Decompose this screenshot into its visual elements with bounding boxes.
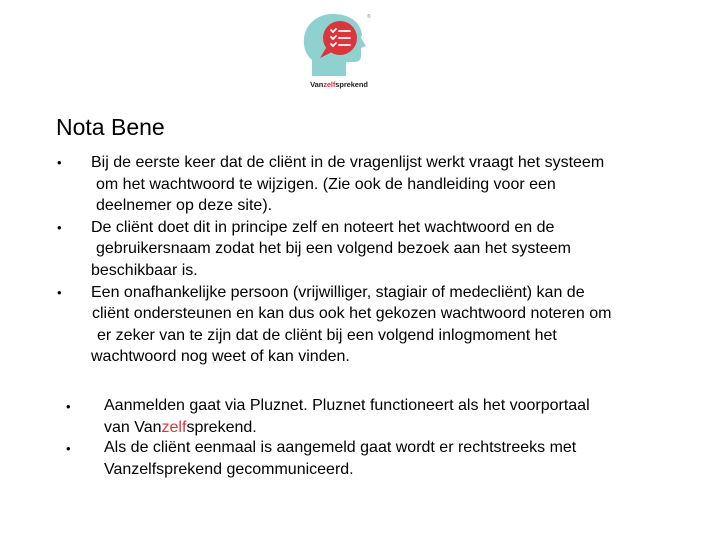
head-with-checklist-icon: [298, 10, 380, 80]
list-item-4-suffix: .: [252, 418, 257, 436]
list-item-3-line-4: wachtwoord nog weet of kan vinden.: [91, 348, 350, 366]
list-item-4-line-2: [104, 417, 257, 439]
bullet-2: •: [57, 220, 62, 235]
list-item-1-line-1: Bij de eerste keer dat de cliënt in de vragenlijst werkt vraagt het systeem: [91, 154, 605, 171]
brand-name-part1: Van: [134, 418, 162, 436]
list-item-5-line-1: Als de cliënt eenmaal is aangemeld gaat wordt er rechtstreeks met: [104, 439, 577, 456]
bullet-1: •: [57, 155, 62, 170]
logo-wordmark: [294, 80, 384, 89]
bullet-5: •: [66, 441, 71, 456]
brand-name-part3: sprekend: [186, 418, 253, 436]
list-item-2-line-3: beschikbaar is.: [91, 262, 198, 279]
list-item-4-prefix: van: [104, 418, 135, 436]
list-item-1-line-2: om het wachtwoord te wijzigen. (Zie ook de handleiding voor een: [96, 175, 556, 193]
brand-name-part2: zelf: [161, 418, 187, 436]
list-item-3-line-2: cliënt ondersteunen en kan dus ook het gekozen wachtwoord noteren om: [92, 305, 612, 323]
list-item-2-line-1: De cliënt doet dit in principe zelf en noteert het wachtwoord en de: [91, 218, 555, 236]
page-title: Nota Bene: [56, 114, 165, 140]
bullet-3: •: [57, 285, 62, 300]
brand-logo: [294, 10, 384, 92]
list-item-4-line-1: Aanmelden gaat via Pluznet. Pluznet functioneert als het voorportaal: [104, 397, 590, 414]
registered-mark: ®: [367, 14, 371, 20]
logo-word-part2: zelf: [323, 80, 336, 89]
list-item-5-line-2: Vanzelfsprekend gecommuniceerd.: [104, 460, 354, 478]
list-item-3-line-1: Een onafhankelijke persoon (vrijwilliger, stagiair of medecliënt) kan de: [91, 283, 585, 301]
bullet-4: •: [66, 399, 71, 414]
logo-word-part1: Van: [310, 80, 324, 89]
list-item-3-line-3: er zeker van te zijn dat de cliënt bij een volgend inlogmoment het: [97, 326, 557, 344]
list-item-1-line-3: deelnemer op deze site).: [96, 197, 273, 215]
list-item-2-line-2: gebruikersnaam zodat het bij een volgend bezoek aan het systeem: [96, 240, 571, 258]
logo-word-part3: sprekend: [335, 80, 368, 89]
